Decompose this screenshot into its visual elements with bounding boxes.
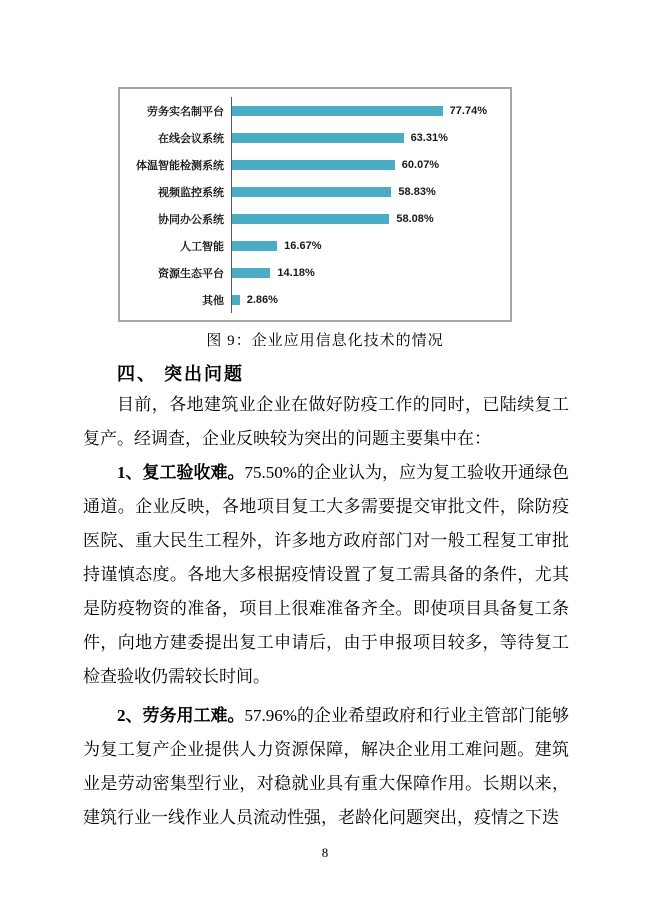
- bar: [232, 295, 240, 305]
- bar-track: [231, 232, 506, 259]
- category-label: 资源生态平台: [158, 267, 224, 280]
- category-label: 视频监控系统: [158, 186, 224, 199]
- paragraph: [83, 699, 569, 835]
- figure-caption: 图 9：企业应用信息化技术的情况: [206, 333, 444, 349]
- value-label: 77.74%: [449, 104, 487, 117]
- chart-row: [120, 178, 506, 205]
- bar-track: [231, 259, 506, 286]
- chart-row: [120, 259, 506, 286]
- bar: [232, 160, 395, 170]
- section-heading: 四、 突出问题: [117, 364, 245, 384]
- bar: [232, 106, 443, 116]
- paragraph-text: 75.50%的企业认为，应为复工验收开通绿色通道。企业反映，各地项目复工大多需要提交审批文件，除防疫医院、重大民生工程外，许多地方政府部门对一般工程复工审批持谨慎态度。各地大多根据疫情设置了复工需具备的条件，尤其是防疫物资的准备，项目上很难准备齐全。即使项目具备复工条件，向地方建委提出复工申请后，由于申报项目较多，等待复工检查验收仍需较长时间。: [83, 463, 569, 686]
- category-label: 其他: [202, 294, 224, 307]
- category-label: 人工智能: [180, 240, 224, 253]
- category-label: 协同办公系统: [158, 213, 224, 226]
- value-label: 58.83%: [398, 185, 436, 198]
- bar-track: [231, 151, 506, 178]
- bar: [232, 241, 277, 251]
- page-number: 8: [321, 845, 329, 860]
- value-label: 16.67%: [284, 239, 322, 252]
- bar-track: [231, 286, 506, 313]
- paragraph-lead: 2、劳务用工难。: [117, 706, 245, 725]
- bar: [232, 214, 389, 224]
- body-text: [83, 388, 569, 835]
- paragraph-text: 目前，各地建筑业企业在做好防疫工作的同时，已陆续复工复产。经调查，企业反映较为突出的问题主要集中在：: [83, 395, 569, 448]
- chart-row: [120, 205, 506, 232]
- category-label: 在线会议系统: [158, 132, 224, 145]
- chart-row: [120, 232, 506, 259]
- value-label: 58.08%: [396, 212, 434, 225]
- value-label: 60.07%: [401, 158, 440, 171]
- value-label: 2.86%: [246, 293, 278, 306]
- chart-row: [120, 97, 506, 124]
- bar-track: [231, 97, 506, 124]
- chart-row: [120, 151, 506, 178]
- value-label: 14.18%: [277, 266, 315, 279]
- bar: [232, 133, 404, 143]
- category-label: 体温智能检测系统: [136, 159, 224, 172]
- value-label: 63.31%: [410, 131, 448, 144]
- paragraph-text: 57.96%的企业希望政府和行业主管部门能够为复工复产企业提供人力资源保障，解决企业用工难问题。建筑业是劳动密集型行业，对稳就业具有重大保障作用。长期以来，建筑行业一线作业人员流动性强，老龄化问题突出，疫情之下迭: [83, 706, 569, 827]
- paragraph-lead: 1、复工验收难。: [117, 463, 245, 482]
- bar-track: [231, 124, 506, 151]
- bar-track: [231, 205, 506, 232]
- paragraph: [83, 388, 569, 456]
- bar-chart: [118, 87, 512, 322]
- bar-chart-rows: [120, 97, 506, 313]
- chart-row: [120, 286, 506, 313]
- bar: [232, 187, 391, 197]
- category-label: 劳务实名制平台: [147, 105, 224, 118]
- chart-row: [120, 124, 506, 151]
- bar-track: [231, 178, 506, 205]
- bar: [232, 268, 270, 278]
- paragraph: [83, 456, 569, 694]
